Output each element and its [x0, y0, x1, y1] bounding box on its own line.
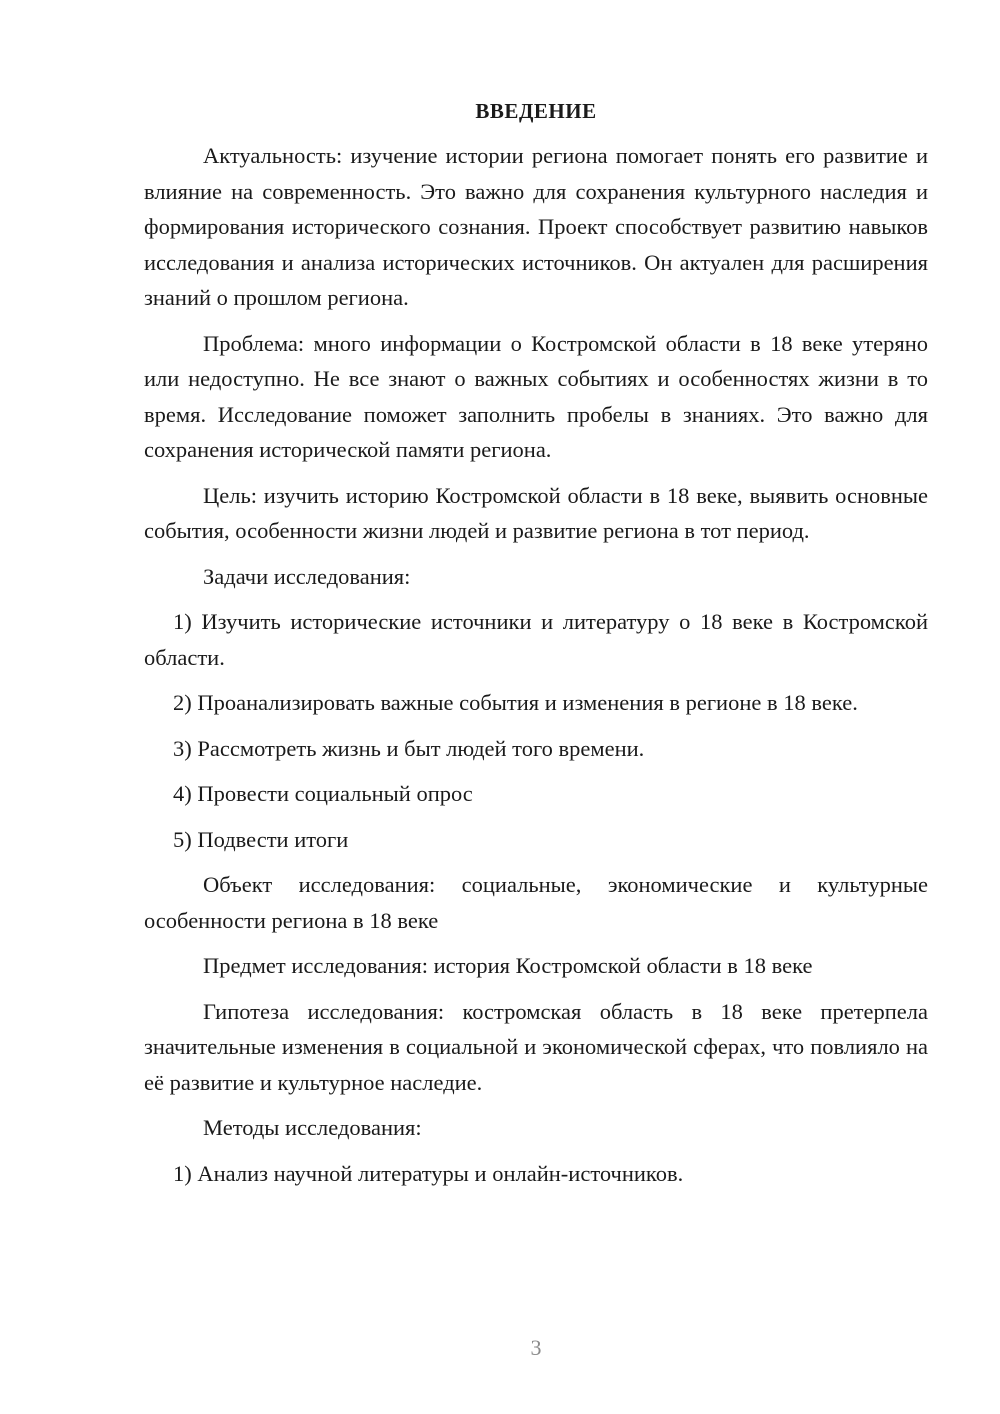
page-title: ВВЕДЕНИЕ: [475, 99, 597, 123]
paragraph-problem: Проблема: много информации о Костромской области в 18 веке утеряно или недоступно. Не все знают о важных событиях и особенностях жизни в то время. Исследование поможет заполнить пробелы в знаниях. Это важно для сохранения исторической памяти региона.: [144, 330, 928, 462]
tasks-heading: Задачи исследования:: [203, 563, 411, 589]
page-number: 3: [530, 1335, 542, 1360]
task-item-1: 1) Изучить исторические источники и литературу о 18 веке в Костромской области.: [144, 609, 928, 670]
paragraph-subject: Предмет исследования: история Костромской области в 18 веке: [203, 953, 813, 978]
method-item-1: 1) Анализ научной литературы и онлайн-источников.: [173, 1160, 684, 1186]
paragraph-object: Объект исследования: социальные, экономические и культурные особенности региона в 18 веке: [144, 872, 928, 933]
paragraph-relevance: Актуальность: изучение истории региона помогает понять его развитие и влияние на современность. Это важно для сохранения культурного наследия и формирования исторического сознания. Проект способствует развитию навыков исследования и анализа исторических источников. Он актуален для расширения знаний о прошлом региона.: [144, 143, 928, 310]
task-item-5: 5) Подвести итоги: [173, 826, 349, 852]
methods-heading: Методы исследования:: [203, 1115, 422, 1140]
document-page: [144, 96, 928, 1201]
task-item-2: 2) Проанализировать важные события и изменения в регионе в 18 веке.: [173, 690, 858, 715]
paragraph-goal: Цель: изучить историю Костромской области в 18 веке, выявить основные события, особенности жизни людей и развитие региона в тот период.: [144, 482, 928, 543]
paragraph-hypothesis: Гипотеза исследования: костромская область в 18 веке претерпела значительные изменения в социальной и экономической сферах, что повлияло на её развитие и культурное наследие.: [144, 998, 928, 1095]
task-item-4: 4) Провести социальный опрос: [173, 781, 473, 806]
task-item-3: 3) Рассмотреть жизнь и быт людей того времени.: [173, 735, 645, 761]
